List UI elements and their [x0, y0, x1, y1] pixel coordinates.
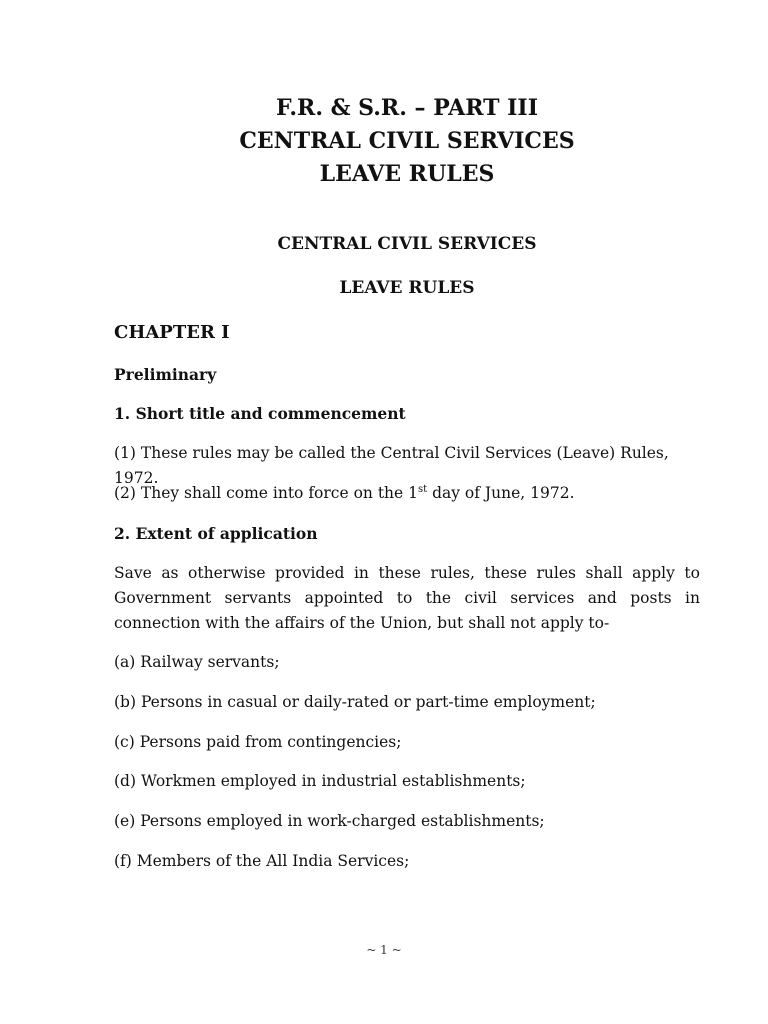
section-2-intro: Save as otherwise provided in these rules, these rules shall apply to Government servants appointed to the civil services and posts in connection with the affairs of the Union, but shall not apply to- [114, 564, 700, 632]
list-item: (a) Railway servants; [114, 653, 280, 671]
page-number: ~ 1 ~ [366, 943, 402, 957]
section-1-clause-2 [114, 481, 700, 506]
list-item: (e) Persons employed in work-charged establishments; [114, 812, 545, 830]
title-line-2: CENTRAL CIVIL SERVICES [239, 128, 575, 154]
subtitle-line-2: LEAVE RULES [339, 278, 475, 298]
list-item: (f) Members of the All India Services; [114, 852, 410, 870]
title-line-1: F.R. & S.R. – PART III [275, 95, 539, 121]
list-item: (b) Persons in casual or daily-rated or part-time employment; [114, 693, 596, 711]
clause-2-text-end: day of June, 1972. [427, 484, 575, 502]
list-item: (c) Persons paid from contingencies; [114, 733, 402, 751]
title-line-3: LEAVE RULES [319, 161, 495, 187]
clause-2-superscript: st [418, 483, 428, 495]
list-item: (d) Workmen employed in industrial establishments; [114, 772, 526, 790]
section-1-clause-1: (1) These rules may be called the Central Civil Services (Leave) Rules, 1972. [114, 444, 669, 487]
document-title [114, 92, 700, 191]
chapter-heading: CHAPTER I [114, 322, 230, 343]
section-1-heading: 1. Short title and commencement [114, 404, 406, 423]
section-2-heading: 2. Extent of application [114, 524, 318, 543]
subtitle-line-1: CENTRAL CIVIL SERVICES [277, 234, 537, 254]
preliminary-heading: Preliminary [114, 365, 217, 384]
clause-2-text-start: (2) They shall come into force on the 1 [114, 484, 418, 502]
